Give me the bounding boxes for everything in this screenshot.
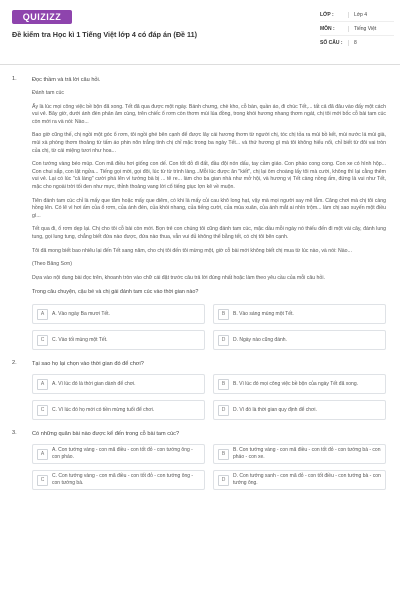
answer-option-b[interactable] [213,444,386,464]
option-letter: C [37,475,48,486]
page-title: Đề kiểm tra Học kì 1 Tiếng Việt lớp 4 có đáp án (Đề 11) [12,30,197,39]
question-2 [0,360,400,420]
meta-value-count: 8 [348,40,394,46]
worksheet-header [0,0,400,65]
quizizz-logo[interactable]: QUIZIZZ [12,10,72,24]
option-text: D. Con tướng xanh - con mã đỏ - con tốt điều - con tướng bà - con tướng ông. [233,473,381,487]
question-number: 2. [12,360,17,367]
option-letter: C [37,405,48,416]
meta-label-class: LỚP : [320,11,334,18]
meta-row-class [320,8,394,22]
passage-paragraph: Bao giờ cũng thế, chị ngồi một góc ổ rơm, tôi ngồi ghé bên cạnh để được lây cái hương thơm từ người chị, tóc chị tỏa ra mùi bồ kết, mùi nước lá mùi già, mùi xà phòng thơm thoảng từ tấm áo phin nõn trắng tinh chị chỉ mặc trong ba ngày Tết... và thứ hương gì mà tôi không hiểu nổi, chỉ biết từ đôi vai tròn của chị, từ cái miệng tươi như hoa... [32,132,386,154]
option-letter: B [218,309,229,320]
option-letter: D [218,405,229,416]
option-letter: A [37,379,48,390]
passage-paragraph: Tết qua đi, ổ rơm dẹp lại. Chị cho tôi cỗ bài còn mới. Bọn trẻ con chúng tôi cũng đánh tam cúc, mặc dầu mỗi ngày nó thiếu đến đi một vài cây, đánh lung tung, gọi lung tung, chẳng biết đứa nào được, đứa nào thua, vẫn vui đủ không thể bằng tết, có chị tôi bên cạnh. [32,226,386,240]
answer-option-a[interactable] [32,304,205,324]
answer-option-c[interactable] [32,400,205,420]
meta-row-count [320,36,394,49]
answer-option-d[interactable] [213,470,386,490]
answer-option-d[interactable] [213,330,386,350]
question-text: Có những quân bài nào được kể đến trong cỗ bài tam cúc? [32,431,180,438]
option-text: C. Vì lúc đó họ mới có tiền mừng tuổi để chơi. [52,406,155,413]
answer-option-a[interactable] [32,374,205,394]
option-letter: A [37,449,48,460]
answer-option-c[interactable] [32,470,205,490]
option-text: D. Vì đó là thời gian quy định để chơi. [233,406,317,413]
meta-label-count: SỐ CÂU : [320,39,343,46]
option-letter: A [37,309,48,320]
option-text: C. Con tướng vàng - con mã điều - con tốt đỏ - con tướng ông - con tướng bà. [52,473,194,487]
question-text: Đọc thầm và trả lời câu hỏi. [32,77,101,83]
option-text: B. Vào sáng mùng một Tết. [233,310,294,317]
answer-options [32,374,386,420]
option-text: A. Vì lúc đó là thời gian dành để chơi. [52,380,136,387]
option-letter: B [218,449,229,460]
passage-paragraph: Con tướng vàng béo múp. Con mã điều hơi giống con dế. Con tốt đỏ đi đất, đầu đội nón dấu, tay cầm giáo. Con pháo cong cong. Con xe có hình hộp... Con chui sắp, con lật ngửa... Tiếng gọi mời, gọi đôi, lúc từ từ trình làng...Mỗi lúc được ăn "kiết", chị lại ôm choàng lấy tôi mà cười, không thì lại cằng thêm vui vẻ. Lại có lúc "cả làng" cười phá lên vì tướng bà bị ... tê re... làm cho ba gian nhà như mở hội, và hương vị Tết càng nồng ấm, đứng là vui như Tết, mặc cho ngoài trời tối đen như mực, thỉnh thoảng vang lời cổ tiếng giục lợn kê về muộn. [32,161,386,190]
passage-paragraph: Ấy là lúc mọi công việc bề bộn đã xong. Tết đã qua được một ngày. Bánh chưng, chè kho, cỗ bàn, quần áo, đi chúc Tết,... tất cả đã đâu vào đấy một cách vui vẻ. Bây giờ, dưới ánh đèn phản âm cùng, trên chiếc ổ rơm còn thơm mùi lúa đồng, trong khói hương nhang thơm ngát, chị tôi mới bốc cỗ bài tam cúc còn mới ra và nói: Nào... [32,103,386,125]
option-letter: D [218,335,229,346]
option-text: A. Vào ngày Ba mươi Tết. [52,310,110,317]
question-3 [0,430,400,490]
option-letter: C [37,335,48,346]
answer-option-b[interactable] [213,304,386,324]
meta-value-subject: Tiếng Việt [348,26,394,32]
answer-options [32,304,386,350]
answer-option-a[interactable] [32,444,205,464]
question-number: 1. [12,76,17,82]
instructions: Dựa vào nội dung bài đọc trên, khoanh tròn vào chữ cái đặt trước câu trả lời đúng nhất hoặc làm theo yêu cầu của mỗi câu hỏi. [32,274,325,281]
passage-title: Đánh tam cúc [32,90,65,96]
passage-paragraph: Tôi đã mong biết bao nhiêu lại đến Tết sang năm, cho chị tôi đến tôi mừng một, giờ cỗ bài mới không biết chị mua từ lúc nào, và nói: Nào... [32,247,352,254]
answer-option-d[interactable] [213,400,386,420]
meta-label-subject: MÔN : [320,25,335,32]
option-letter: B [218,379,229,390]
question-1 [0,76,400,350]
option-text: C. Vào tối mùng một Tết. [52,336,108,343]
option-text: B. Vì lúc đó mọi công việc bề bộn của ngày Tết đã xong. [233,380,358,387]
passage-paragraph: Tiên đánh tam cúc chỉ là mấy que tăm hoặc mấy que diêm, có khi là mấy củi cau khô long hạt, vậy mà mọi người say mê lắm. Căng chơi mà chị tôi càng hồng lên. Có lẽ vì hơi ấm của ổ rơm, của ánh đèn, của khói nhang, của tiếng cười, của mùa xuân, của ánh mắt ai nhìn trộm... làm chị sao xuyến một điều gì... [32,197,386,219]
passage-source: (Theo Băng Sơn) [32,261,73,268]
meta-box [320,8,394,49]
option-text: D. Ngày nào cũng đánh. [233,336,287,343]
answer-option-c[interactable] [32,330,205,350]
meta-row-subject [320,22,394,36]
answer-option-b[interactable] [213,374,386,394]
question-prompt: Trong câu chuyện, cậu bé và chị gái đánh tam cúc vào thời gian nào? [32,289,199,296]
question-number: 3. [12,430,17,437]
option-letter: D [218,475,229,486]
answer-options [32,444,386,490]
worksheet-content [0,76,400,500]
option-text: B. Con tướng vàng - con mã điều - con tốt đỏ - con tướng bà - con pháo - con xe. [233,447,381,461]
meta-value-class: Lớp 4 [348,12,394,18]
option-text: A. Con tướng vàng - con mã điều - con tốt đỏ - con tướng ông - con pháo. [52,447,193,461]
question-text: Tại sao họ lại chọn vào thời gian đó để chơi? [32,361,144,368]
